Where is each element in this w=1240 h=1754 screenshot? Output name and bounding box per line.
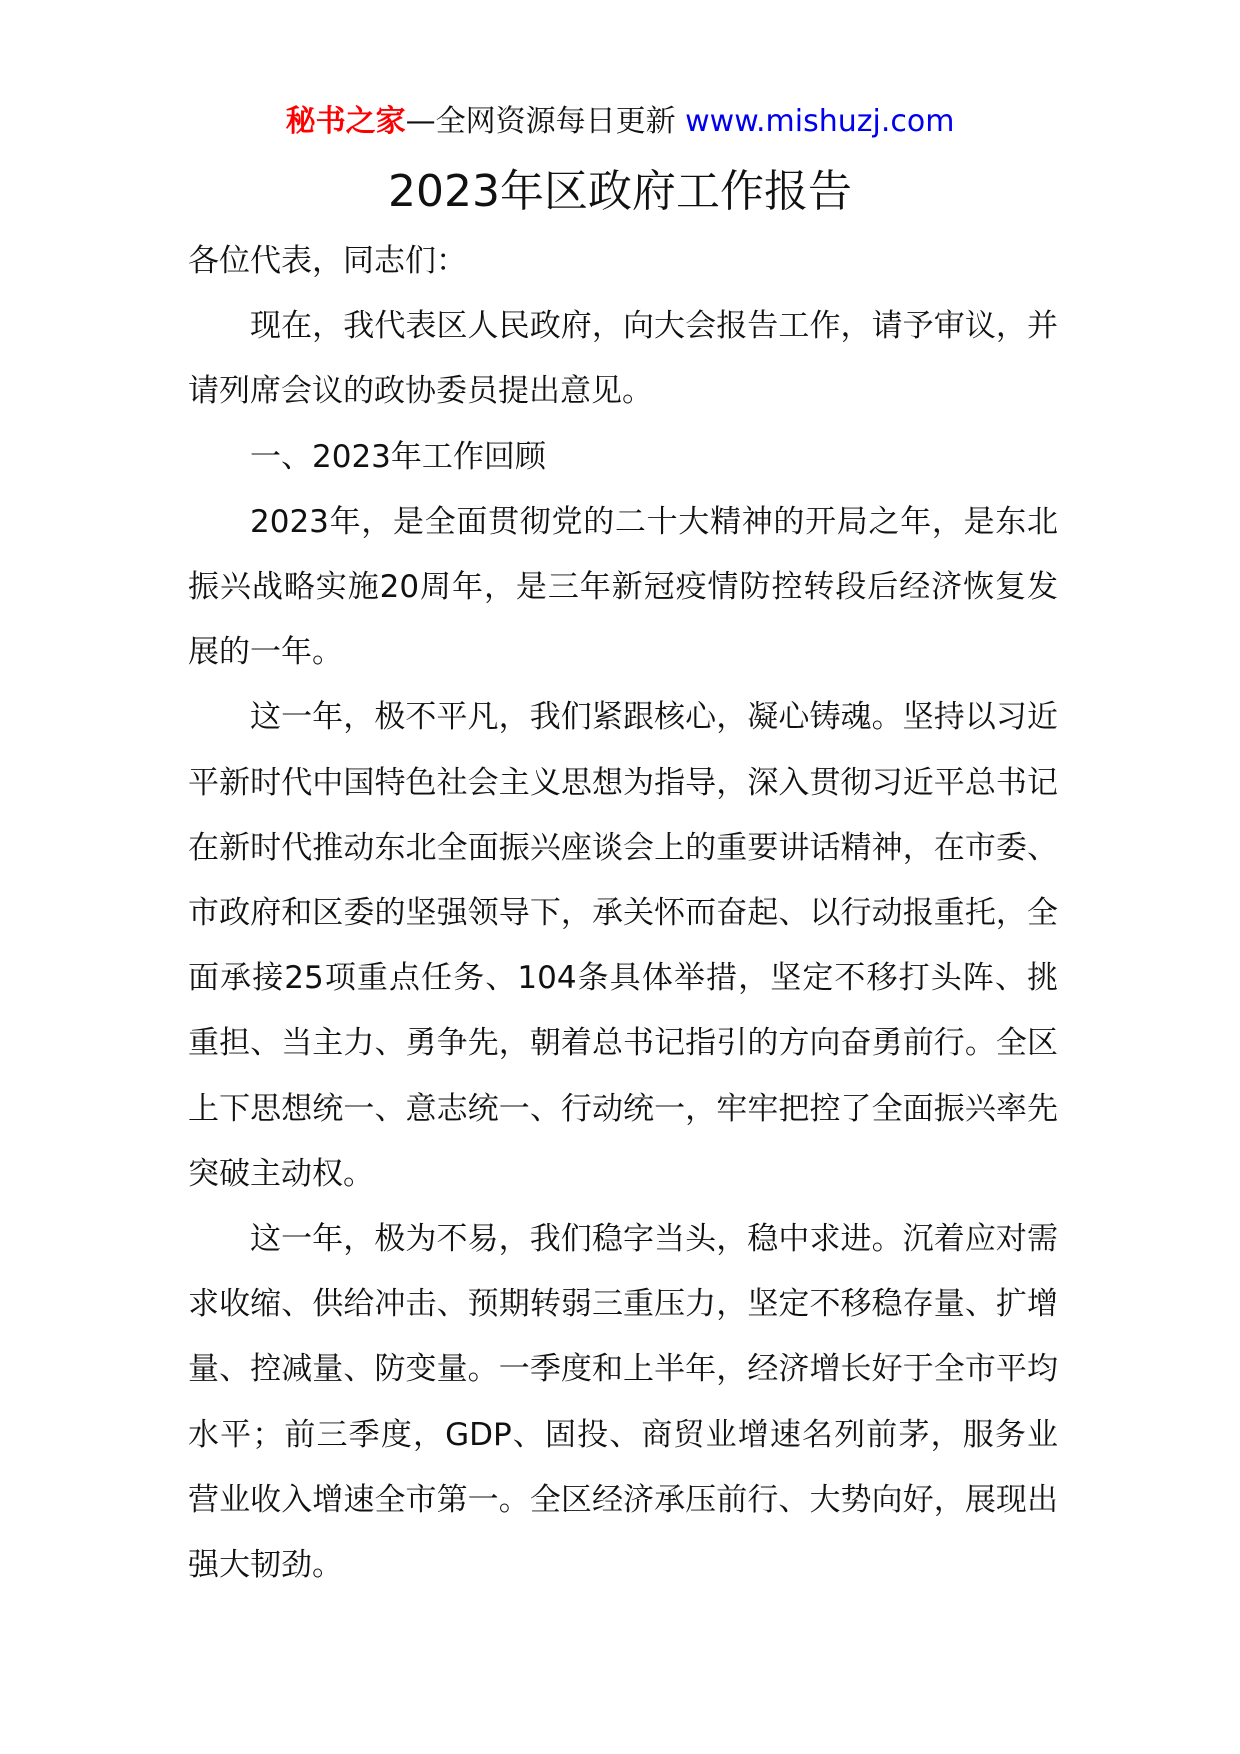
header-tagline: —全网资源每日更新 (405, 104, 686, 139)
paragraph-intro: 现在，我代表区人民政府，向大会报告工作，请予审议，并请列席会议的政协委员提出意见。 (188, 308, 1058, 410)
paragraph: 这一年，极为不易，我们稳字当头，稳中求进。沉着应对需求收缩、供给冲击、预期转弱三重压力，坚定不移稳存量、扩增量、控减量、防变量。一季度和上半年，经济增长好于全市平均水平；前三季度，GDP、固投、商贸业增速名列前茅，服务业营业收入增速全市第一。全区经济承压前行、大势向好，展现出强大韧劲。 (188, 1221, 1058, 1584)
document-body (188, 229, 1058, 1598)
section-heading: 一、2023年工作回顾 (250, 438, 546, 475)
site-url-link[interactable]: www.mishuzj.com (685, 104, 955, 139)
document-title: 2023年区政府工作报告 (388, 166, 852, 217)
site-header (0, 102, 1240, 142)
brand-name: 秘书之家 (285, 104, 406, 139)
salutation: 各位代表，同志们： (188, 243, 467, 279)
paragraph: 2023年，是全面贯彻党的二十大精神的开局之年，是东北振兴战略实施20周年，是三年新冠疫情防控转段后经济恢复发展的一年。 (188, 503, 1058, 671)
paragraph: 这一年，极不平凡，我们紧跟核心，凝心铸魂。坚持以习近平新时代中国特色社会主义思想为指导，深入贯彻习近平总书记在新时代推动东北全面振兴座谈会上的重要讲话精神，在市委、市政府和区委的坚强领导下，承关怀而奋起、以行动报重托，全面承接25项重点任务、104条具体举措，坚定不移打头阵、挑重担、当主力、勇争先，朝着总书记指引的方向奋勇前行。全区上下思想统一、意志统一、行动统一，牢牢把控了全面振兴率先突破主动权。 (188, 699, 1058, 1192)
